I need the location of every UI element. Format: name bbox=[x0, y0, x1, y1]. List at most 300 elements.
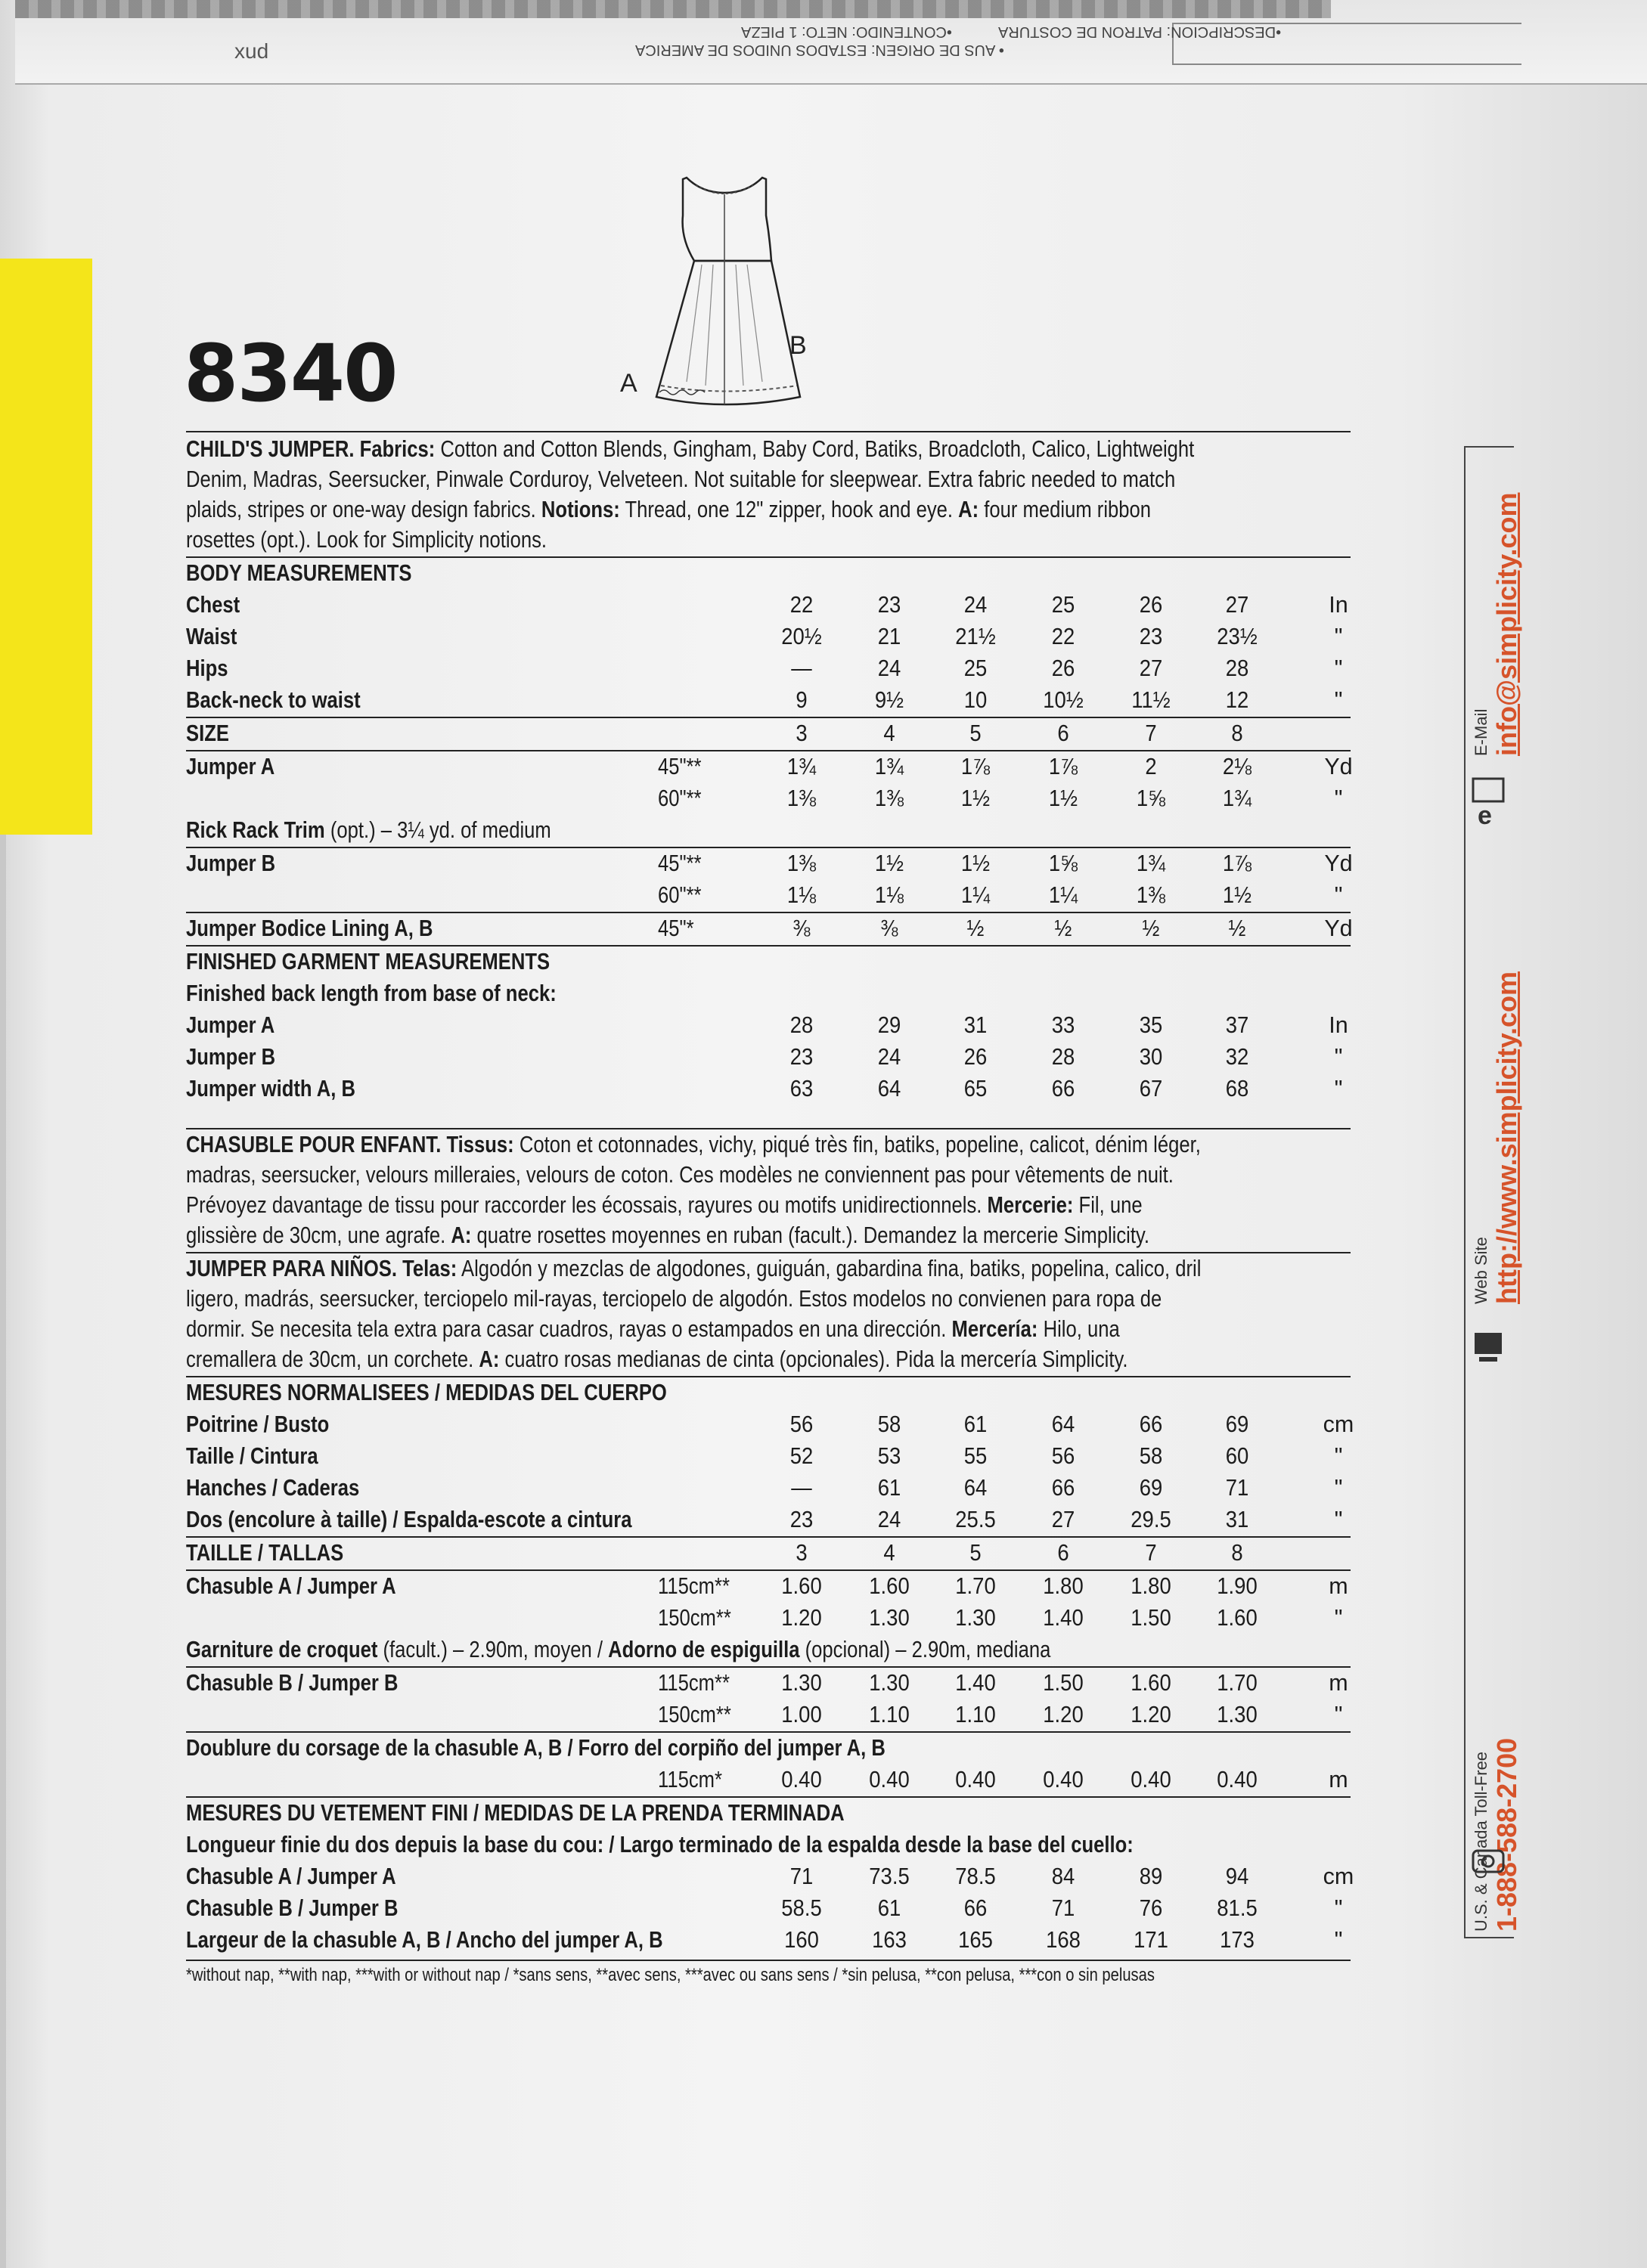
english-line-4: rosettes (opt.). Look for Simplicity notions. bbox=[186, 527, 547, 553]
spanish-line-2: ligero, madrás, seersucker, terciopelo mil-rayas, terciopelo de algodón. Estos modelos no convienen para ropa de bbox=[186, 1286, 1162, 1312]
size-value: 1.80 bbox=[1131, 1573, 1171, 1599]
size-value: 1.10 bbox=[869, 1702, 910, 1727]
row-label: Jumper Bodice Lining A, B bbox=[186, 916, 433, 941]
table-row bbox=[186, 685, 1351, 717]
row-label: Jumper A bbox=[186, 1012, 275, 1038]
table-row bbox=[186, 1571, 1351, 1603]
size-value: 58 bbox=[877, 1411, 901, 1437]
size-value: 76 bbox=[1139, 1895, 1163, 1921]
size-value: 1.60 bbox=[781, 1573, 822, 1599]
unit: " bbox=[1334, 1895, 1343, 1921]
unit: cm bbox=[1323, 1411, 1354, 1437]
fabric-width: 60"** bbox=[658, 785, 702, 811]
fabric-width: 60"** bbox=[658, 882, 702, 908]
size-value: 1.30 bbox=[955, 1605, 996, 1631]
size-label: SIZE bbox=[186, 720, 229, 746]
size-value: 9½ bbox=[874, 687, 904, 713]
size-label: TAILLE / TALLAS bbox=[186, 1540, 344, 1566]
row-label: Hanches / Caderas bbox=[186, 1475, 360, 1501]
size-value: 2⅛ bbox=[1222, 754, 1252, 779]
spanish-description bbox=[186, 1253, 1351, 1374]
unit: " bbox=[1334, 1702, 1343, 1727]
size-value: 27 bbox=[1051, 1507, 1075, 1532]
size-number: 3 bbox=[796, 1540, 808, 1566]
size-value: 1.70 bbox=[1217, 1670, 1258, 1696]
size-value: 0.40 bbox=[781, 1767, 822, 1792]
envelope-flap bbox=[15, 0, 1647, 85]
garniture-text: (facult.) – 2.90m, moyen / bbox=[377, 1637, 609, 1662]
size-value: 1¾ bbox=[1222, 785, 1252, 811]
unit: " bbox=[1334, 882, 1343, 908]
unit: " bbox=[1334, 1076, 1343, 1101]
row-label: Back-neck to waist bbox=[186, 687, 361, 713]
unit: " bbox=[1334, 1475, 1343, 1501]
table-row bbox=[186, 1010, 1351, 1042]
size-value: 1⅛ bbox=[786, 882, 817, 908]
table-row bbox=[186, 1699, 1351, 1731]
size-number: 6 bbox=[1057, 1540, 1069, 1566]
metric-measurement-table bbox=[186, 1377, 1354, 1957]
pattern-info bbox=[186, 431, 1354, 1987]
size-value: 23 bbox=[1139, 624, 1163, 649]
unit: Yd bbox=[1324, 916, 1353, 941]
table-row bbox=[186, 1925, 1351, 1957]
size-value: 1⅝ bbox=[1048, 850, 1078, 876]
table-row bbox=[186, 1893, 1351, 1925]
french-view-a-label: A: bbox=[451, 1222, 472, 1248]
flap-upside-down-text-3: •DESCRIPCION: PATRON DE COSTURA bbox=[998, 23, 1282, 40]
table-row bbox=[186, 1861, 1354, 1893]
size-value: 37 bbox=[1225, 1012, 1249, 1038]
size-number: 4 bbox=[883, 720, 895, 746]
size-value: 94 bbox=[1225, 1864, 1249, 1889]
english-line-3c: four medium ribbon bbox=[979, 497, 1152, 522]
french-description bbox=[186, 1129, 1351, 1250]
size-value: 1⅜ bbox=[786, 850, 817, 876]
unit: m bbox=[1329, 1573, 1348, 1599]
size-value: 56 bbox=[789, 1411, 814, 1437]
size-value: 1.60 bbox=[869, 1573, 910, 1599]
size-number: 7 bbox=[1145, 720, 1157, 746]
size-value: 89 bbox=[1139, 1864, 1163, 1889]
size-value: ½ bbox=[1054, 916, 1072, 941]
size-value: 23 bbox=[789, 1507, 814, 1532]
size-value: 27 bbox=[1225, 592, 1249, 618]
english-title: CHILD'S JUMPER. Fabrics: bbox=[186, 436, 436, 462]
size-value: 1.50 bbox=[1043, 1670, 1084, 1696]
size-value: 24 bbox=[963, 592, 988, 618]
spanish-view-a-label: A: bbox=[479, 1346, 500, 1372]
rick-rack-text: (opt.) – 3¼ yd. of medium bbox=[324, 817, 551, 843]
size-value: 1.30 bbox=[781, 1670, 822, 1696]
size-value: 1¾ bbox=[1136, 850, 1166, 876]
fabric-width: 115cm** bbox=[658, 1573, 730, 1599]
size-value: 1¾ bbox=[874, 754, 904, 779]
footnote: *without nap, **with nap, ***with or without nap / *sans sens, **avec sens, ***avec ou sans sens / *sin pelusa, **con pelusa, ***con o sin pelusas bbox=[186, 1965, 1155, 1985]
size-number: 4 bbox=[883, 1540, 895, 1566]
size-value: 73.5 bbox=[869, 1864, 910, 1889]
size-value: 165 bbox=[958, 1927, 993, 1953]
size-value: 25 bbox=[1051, 592, 1075, 618]
adorno-text: (opcional) – 2.90m, mediana bbox=[799, 1637, 1051, 1662]
adorno-title: Adorno de espiguilla bbox=[608, 1637, 800, 1662]
unit: m bbox=[1329, 1767, 1348, 1792]
size-number: 8 bbox=[1231, 720, 1243, 746]
size-value: 68 bbox=[1225, 1076, 1249, 1101]
fabric-width: 45"* bbox=[658, 916, 694, 941]
size-value: 61 bbox=[877, 1895, 901, 1921]
size-value: 1⅜ bbox=[874, 785, 904, 811]
table-row bbox=[186, 590, 1351, 621]
size-value: 1.20 bbox=[781, 1605, 822, 1631]
size-value: 1.50 bbox=[1131, 1605, 1171, 1631]
unit: " bbox=[1334, 1605, 1343, 1631]
size-value: 1.80 bbox=[1043, 1573, 1084, 1599]
size-value: 29.5 bbox=[1131, 1507, 1171, 1532]
size-value: 84 bbox=[1051, 1864, 1075, 1889]
size-number: 5 bbox=[969, 720, 982, 746]
size-value: 1.30 bbox=[869, 1605, 910, 1631]
size-number: 3 bbox=[796, 720, 808, 746]
unit: In bbox=[1329, 1012, 1348, 1038]
french-line-3a: Prévoyez davantage de tissu pour raccorder les écossais, rayures ou motifs unidirectionnels. bbox=[186, 1192, 988, 1218]
size-value: 171 bbox=[1134, 1927, 1168, 1953]
size-value: 69 bbox=[1139, 1475, 1163, 1501]
phone-icon bbox=[1466, 1837, 1511, 1882]
size-value: 28 bbox=[1225, 655, 1249, 681]
spanish-title: JUMPER PARA NIÑOS. Telas: bbox=[186, 1256, 458, 1281]
size-value: 0.40 bbox=[955, 1767, 996, 1792]
size-value: 64 bbox=[877, 1076, 901, 1101]
size-value: 1½ bbox=[960, 785, 991, 811]
fabric-width: 115cm* bbox=[658, 1767, 722, 1792]
size-value: 23½ bbox=[1217, 624, 1258, 649]
size-value: 0.40 bbox=[1043, 1767, 1084, 1792]
size-value: 69 bbox=[1225, 1411, 1249, 1437]
size-value: 10½ bbox=[1043, 687, 1084, 713]
unit: In bbox=[1329, 592, 1348, 618]
size-value: 1.20 bbox=[1043, 1702, 1084, 1727]
size-value: 1.30 bbox=[869, 1670, 910, 1696]
metric-finished-header: MESURES DU VETEMENT FINI / MEDIDAS DE LA PRENDA TERMINADA bbox=[186, 1800, 845, 1826]
french-line-1: Coton et cotonnades, vichy, piqué très fin, batiks, popeline, calicot, dénim léger, bbox=[513, 1132, 1201, 1157]
size-value: 81.5 bbox=[1217, 1895, 1258, 1921]
unit: Yd bbox=[1324, 850, 1353, 876]
fabric-width: 150cm** bbox=[658, 1605, 731, 1631]
spanish-line-3a: dormir. Se necesita tela extra para casar cuadros, rayas o estampados en una dirección. bbox=[186, 1316, 952, 1342]
size-number: 7 bbox=[1145, 1540, 1157, 1566]
size-value: 61 bbox=[877, 1475, 901, 1501]
french-line-2: madras, seersucker, velours milleraies, velours de coton. Ces modèles ne conviennent pas pour vêtements de nuit. bbox=[186, 1162, 1174, 1188]
size-value: 10 bbox=[963, 687, 988, 713]
email-address: info@simplicity.com bbox=[1491, 492, 1522, 756]
size-value: 1½ bbox=[1048, 785, 1078, 811]
flap-mark: xud bbox=[234, 39, 269, 63]
table-row bbox=[186, 783, 1351, 815]
size-value: 25.5 bbox=[955, 1507, 996, 1532]
metric-lining-label: Doublure du corsage de la chasuble A, B / Forro del corpiño del jumper A, B bbox=[186, 1735, 886, 1761]
size-value: 1.30 bbox=[1217, 1702, 1258, 1727]
unit: cm bbox=[1323, 1864, 1354, 1889]
table-row bbox=[186, 848, 1351, 880]
size-value: 1⅞ bbox=[1048, 754, 1078, 779]
size-value: 24 bbox=[877, 655, 901, 681]
fabric-width: 115cm** bbox=[658, 1670, 730, 1696]
size-value: 33 bbox=[1051, 1012, 1075, 1038]
top-rule bbox=[186, 431, 1351, 432]
finished-measurements-header: FINISHED GARMENT MEASUREMENTS bbox=[186, 949, 551, 974]
size-value: 1.20 bbox=[1131, 1702, 1171, 1727]
size-value: 20½ bbox=[781, 624, 822, 649]
size-value: 1.90 bbox=[1217, 1573, 1258, 1599]
row-label: Waist bbox=[186, 624, 237, 649]
unit: " bbox=[1334, 1507, 1343, 1532]
fabric-width: 150cm** bbox=[658, 1702, 731, 1727]
size-value: ⅜ bbox=[792, 916, 811, 941]
size-value: 1½ bbox=[874, 850, 904, 876]
size-value: 1.10 bbox=[955, 1702, 996, 1727]
size-value: 58.5 bbox=[781, 1895, 822, 1921]
size-value: 21½ bbox=[955, 624, 996, 649]
garniture-title: Garniture de croquet bbox=[186, 1637, 378, 1662]
size-value: 9 bbox=[796, 687, 808, 713]
flap-upside-down-text-1: • AUS DE ORIGEN: ESTADOS UNIDOS DE AMERICA bbox=[635, 42, 1004, 58]
size-value: 52 bbox=[789, 1443, 814, 1469]
size-value: 25 bbox=[963, 655, 988, 681]
size-value: 1½ bbox=[1222, 882, 1252, 908]
table-row bbox=[186, 1603, 1351, 1634]
size-value: 1.00 bbox=[781, 1702, 822, 1727]
unit: " bbox=[1334, 687, 1343, 713]
size-value: 28 bbox=[1051, 1044, 1075, 1070]
row-label: Largeur de la chasuble A, B / Ancho del jumper A, B bbox=[186, 1927, 663, 1953]
yellow-tab bbox=[0, 259, 92, 835]
size-value: 1⅞ bbox=[960, 754, 991, 779]
size-value: 60 bbox=[1225, 1443, 1249, 1469]
table-row bbox=[186, 1441, 1351, 1473]
size-value: 1¾ bbox=[786, 754, 817, 779]
size-value: 0.40 bbox=[869, 1767, 910, 1792]
size-value: 26 bbox=[1051, 655, 1075, 681]
size-value: 66 bbox=[1051, 1475, 1075, 1501]
row-label: Jumper B bbox=[186, 1044, 276, 1070]
size-value: 71 bbox=[789, 1864, 814, 1889]
website-url: http://www.simplicity.com bbox=[1491, 971, 1522, 1304]
size-value: 23 bbox=[789, 1044, 814, 1070]
size-value: 11½ bbox=[1131, 687, 1171, 713]
size-value: ½ bbox=[966, 916, 985, 941]
size-value: 29 bbox=[877, 1012, 901, 1038]
unit: Yd bbox=[1324, 754, 1353, 779]
size-value: 31 bbox=[1225, 1507, 1249, 1532]
email-label: E-Mail bbox=[1472, 708, 1490, 756]
size-value: ½ bbox=[1228, 916, 1246, 941]
size-value: 26 bbox=[963, 1044, 988, 1070]
size-value: 24 bbox=[877, 1507, 901, 1532]
unit: " bbox=[1334, 624, 1343, 649]
rick-rack-trim bbox=[186, 815, 551, 845]
size-value: 22 bbox=[789, 592, 814, 618]
size-value: — bbox=[791, 1475, 812, 1501]
size-value: 1¼ bbox=[960, 882, 991, 908]
size-number: 5 bbox=[969, 1540, 982, 1566]
size-value: 1.70 bbox=[955, 1573, 996, 1599]
size-value: 55 bbox=[963, 1443, 988, 1469]
english-description bbox=[186, 434, 1351, 555]
size-value: 66 bbox=[1051, 1076, 1075, 1101]
size-value: 66 bbox=[1139, 1411, 1163, 1437]
row-label: Hips bbox=[186, 655, 228, 681]
table-row bbox=[186, 1042, 1351, 1074]
unit: " bbox=[1334, 785, 1343, 811]
spanish-line-4a: cremallera de 30cm, un corchete. bbox=[186, 1346, 479, 1372]
spanish-line-1: Algodón y mezclas de algodones, guiguán, gabardina fina, batiks, popelina, calico, dril bbox=[457, 1256, 1202, 1281]
fabric-width: 45"** bbox=[658, 850, 702, 876]
phone-number: 1-888-588-2700 bbox=[1491, 1737, 1522, 1932]
french-line-4a: glissière de 30cm, une agrafe. bbox=[186, 1222, 451, 1248]
flap-upside-down-text-2: •CONTENIDO: NETO: 1 PIEZA bbox=[741, 23, 952, 40]
fabric-width: 45"** bbox=[658, 754, 702, 779]
size-value: 26 bbox=[1139, 592, 1163, 618]
french-title: CHASUBLE POUR ENFANT. Tissus: bbox=[186, 1132, 514, 1157]
jumper-illustration bbox=[611, 170, 838, 420]
row-label: Chasuble A / Jumper A bbox=[186, 1573, 396, 1599]
size-value: 61 bbox=[963, 1411, 988, 1437]
table-row bbox=[186, 751, 1351, 783]
row-label: Dos (encolure à taille) / Espalda-escote a cintura bbox=[186, 1507, 632, 1532]
size-value: 168 bbox=[1046, 1927, 1081, 1953]
row-label: Jumper B bbox=[186, 850, 276, 876]
table-row bbox=[186, 621, 1351, 653]
spanish-line-4b: cuatro rosas medianas de cinta (opcionales). Pida la mercería Simplicity. bbox=[499, 1346, 1128, 1372]
size-value: 35 bbox=[1139, 1012, 1163, 1038]
size-value: 1⅞ bbox=[1222, 850, 1252, 876]
size-number: 8 bbox=[1231, 1540, 1243, 1566]
size-value: 1⅛ bbox=[874, 882, 904, 908]
unit: " bbox=[1334, 1443, 1343, 1469]
size-value: 1.40 bbox=[1043, 1605, 1084, 1631]
svg-text:e: e bbox=[1478, 801, 1492, 830]
metric-body-header: MESURES NORMALISEES / MEDIDAS DEL CUERPO bbox=[186, 1380, 667, 1405]
table-row bbox=[186, 1074, 1351, 1105]
size-value: — bbox=[791, 655, 812, 681]
english-view-a-label: A: bbox=[958, 497, 979, 522]
size-value: 27 bbox=[1139, 655, 1163, 681]
size-value: ⅜ bbox=[880, 916, 898, 941]
english-line-2: Denim, Madras, Seersucker, Pinwale Corduroy, Velveteen. Not suitable for sleepwear. Extra fabric needed to match bbox=[186, 466, 1176, 492]
size-value: 1⅜ bbox=[786, 785, 817, 811]
row-label: Jumper A bbox=[186, 754, 275, 779]
size-value: 163 bbox=[872, 1927, 907, 1953]
email-icon bbox=[1467, 771, 1509, 832]
view-b-label: B bbox=[789, 331, 807, 360]
english-notions-label: Notions: bbox=[541, 497, 620, 522]
size-value: 21 bbox=[877, 624, 901, 649]
size-value: 71 bbox=[1051, 1895, 1075, 1921]
table-row bbox=[186, 880, 1351, 912]
size-value: 53 bbox=[877, 1443, 901, 1469]
rick-rack-title: Rick Rack Trim bbox=[186, 817, 325, 843]
size-value: 64 bbox=[963, 1475, 988, 1501]
size-value: 24 bbox=[877, 1044, 901, 1070]
size-value: 64 bbox=[1051, 1411, 1075, 1437]
size-value: 1.60 bbox=[1131, 1670, 1171, 1696]
size-value: 63 bbox=[789, 1076, 814, 1101]
size-value: ½ bbox=[1142, 916, 1160, 941]
row-label: Taille / Cintura bbox=[186, 1443, 318, 1469]
table-row bbox=[186, 1473, 1351, 1504]
spanish-line-3b: Hilo, una bbox=[1038, 1316, 1120, 1342]
row-label: Chasuble A / Jumper A bbox=[186, 1864, 396, 1889]
table-row bbox=[186, 913, 1351, 945]
english-measurement-table bbox=[186, 558, 1351, 1105]
size-value: 22 bbox=[1051, 624, 1075, 649]
flap-print-strip bbox=[15, 0, 1331, 18]
size-value: 173 bbox=[1220, 1927, 1255, 1953]
size-value: 2 bbox=[1145, 754, 1157, 779]
english-line-1: Cotton and Cotton Blends, Gingham, Baby Cord, Batiks, Broadcloth, Calico, Lightweight bbox=[435, 436, 1195, 462]
spanish-notions-label: Mercería: bbox=[951, 1316, 1038, 1342]
size-value: 23 bbox=[877, 592, 901, 618]
french-notions-label: Mercerie: bbox=[987, 1192, 1074, 1218]
size-value: 28 bbox=[789, 1012, 814, 1038]
size-value: 65 bbox=[963, 1076, 988, 1101]
size-value: 0.40 bbox=[1217, 1767, 1258, 1792]
row-label: Chest bbox=[186, 592, 240, 618]
size-value: 1.60 bbox=[1217, 1605, 1258, 1631]
finished-measurements-subheader: Finished back length from base of neck: bbox=[186, 981, 557, 1006]
size-value: 66 bbox=[963, 1895, 988, 1921]
size-value: 30 bbox=[1139, 1044, 1163, 1070]
size-value: 67 bbox=[1139, 1076, 1163, 1101]
pattern-number: 8340 bbox=[184, 327, 397, 420]
size-value: 160 bbox=[784, 1927, 819, 1953]
website-label: Web Site bbox=[1472, 1237, 1490, 1304]
size-value: 1¼ bbox=[1048, 882, 1078, 908]
size-value: 71 bbox=[1225, 1475, 1249, 1501]
computer-icon bbox=[1469, 1327, 1508, 1366]
size-value: 32 bbox=[1225, 1044, 1249, 1070]
table-row bbox=[186, 1765, 1351, 1796]
french-line-4b: quatre rosettes moyennes en ruban (facult.). Demandez la mercerie Simplicity. bbox=[471, 1222, 1150, 1248]
english-line-3b: Thread, one 12" zipper, hook and eye. bbox=[619, 497, 959, 522]
view-a-label: A bbox=[620, 369, 637, 398]
garniture-row bbox=[186, 1634, 1050, 1665]
metric-finished-subheader: Longueur finie du dos depuis la base du cou: / Largo terminado de la espalda desde la base del cuello: bbox=[186, 1832, 1134, 1857]
size-value: 1.40 bbox=[955, 1670, 996, 1696]
size-value: 1⅜ bbox=[1136, 882, 1166, 908]
size-value: 31 bbox=[963, 1012, 988, 1038]
size-value: 1½ bbox=[960, 850, 991, 876]
table-row bbox=[186, 1504, 1351, 1536]
phone-label: U.S. & Canada Toll-Free bbox=[1472, 1751, 1490, 1932]
table-row bbox=[186, 653, 1351, 685]
english-line-3a: plaids, stripes or one-way design fabrics. bbox=[186, 497, 541, 522]
size-value: 12 bbox=[1225, 687, 1249, 713]
table-row bbox=[186, 1409, 1354, 1441]
size-value: 56 bbox=[1051, 1443, 1075, 1469]
unit: " bbox=[1334, 1927, 1343, 1953]
row-label: Chasuble B / Jumper B bbox=[186, 1670, 399, 1696]
size-value: 1⅝ bbox=[1136, 785, 1166, 811]
size-number: 6 bbox=[1057, 720, 1069, 746]
row-label: Jumper width A, B bbox=[186, 1076, 355, 1101]
size-value: 0.40 bbox=[1131, 1767, 1171, 1792]
unit: m bbox=[1329, 1670, 1348, 1696]
body-measurements-header: BODY MEASUREMENTS bbox=[186, 560, 412, 586]
french-line-3b: Fil, une bbox=[1073, 1192, 1143, 1218]
size-value: 58 bbox=[1139, 1443, 1163, 1469]
